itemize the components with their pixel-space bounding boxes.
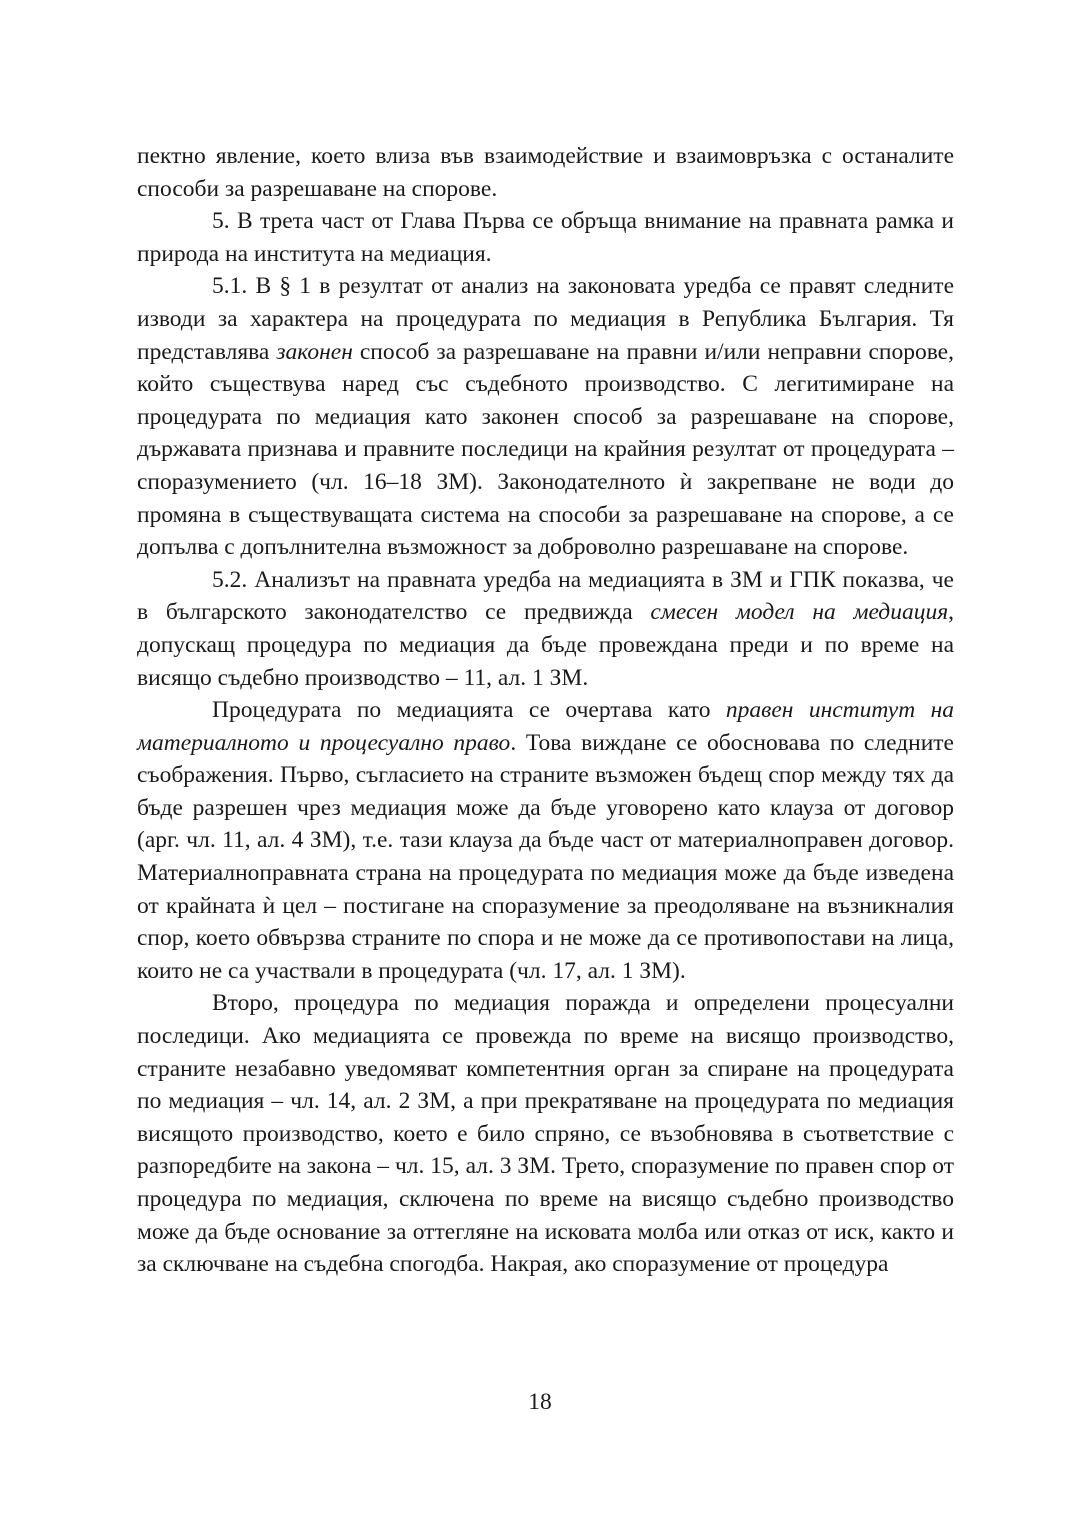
paragraph-procedure-nature <box>137 694 954 987</box>
paragraph-text: Второ, процедура по медиация поражда и определени процесуални последици. Ако медиацията се провежда по време на висящо производство, страните незабавно уведомяват компетентния орган за спиране на процедурата по медиация – чл. 14, ал. 2 ЗМ, а при прекратяване на процедурата по медиация висящото производство, което е било спряно, се възобновява в съответствие с разпоредбите на закона – чл. 15, ал. 3 ЗМ. Трето, споразумение по правен спор от процедура по медиация, сключена по време на висящо съдебно производство може да бъде основание за оттегляне на исковата молба или отказ от иск, както и за сключване на съдебна спогодба. Накрая, ако споразумение от процедура <box>137 990 954 1278</box>
paragraph-section-5 <box>137 205 954 270</box>
paragraph-text: 5.2. Анализът на правната уредба на медиацията в ЗМ и ГПК показва, че в българското законодателство се предвижда <box>137 566 954 626</box>
paragraph-text: 5. В трета част от Глава Първа се обръща внимание на правната рамка и природа на института на медиация. <box>137 208 954 267</box>
paragraph-text: 5.1. В § 1 в резултат от анализ на законовата уредба се правят следните изводи за характера на процедурата по медиация в Република България. Тя представлява <box>137 273 954 365</box>
paragraph-text: способ за разрешаване на правни и/или неправни спорове, който съществува наред със съдебното производство. С легитимиране на процедурата по медиация като законен способ за разрешаване на спорове, държавата признава и правните последици на крайния резултат от процедурата – споразумението (чл. 16–18 ЗМ). Законодателното ѝ закрепване не води до промяна в съществуващата система на способи за разрешаване на спорове, а се допълва с допълнителна възможност за доброволно разрешаване на спорове. <box>137 338 954 561</box>
paragraph-text: . Това виждане се обосновава по следните съображения. Първо, съгласието на страните възможен бъдещ спор между тях да бъде разрешен чрез медиация може да бъде уговорено като клауза от договор (арг. чл. 11, ал. 4 ЗМ), т.е. тази клауза да бъде част от материалноправен договор. Материалноправната страна на процедурата по медиация може да бъде изведена от крайната ѝ цел – постигане на споразумение за преодоляване на възникналия спор, което обвързва страните по спора и не може да се противопостави на лица, които не са участвали в процедурата (чл. 17, ал. 1 ЗМ). <box>137 729 954 984</box>
page-number: 18 <box>528 1389 552 1415</box>
paragraph-section-5-2 <box>137 564 954 694</box>
paragraph-text: Процедурата по медиацията се очертава като <box>212 697 726 724</box>
paragraph-text: пектно явление, което влиза във взаимодействие и взаимовръзка с останалите способи за разрешаване на спорове. <box>137 143 954 202</box>
body-text <box>137 140 954 1281</box>
paragraph-procedural-consequences <box>137 987 954 1280</box>
paragraph-continuation <box>137 140 954 205</box>
italic-term: смесен модел на медиация <box>650 599 949 626</box>
paragraph-text: , допускащ процедура по медиация да бъде провеждана преди и по време на висящо съдебно производство – 11, ал. 1 ЗМ. <box>137 599 954 691</box>
italic-term: правен институт на материалното и процесуално право <box>137 697 954 756</box>
paragraph-section-5-1 <box>137 270 954 563</box>
italic-term: законен <box>276 338 353 365</box>
